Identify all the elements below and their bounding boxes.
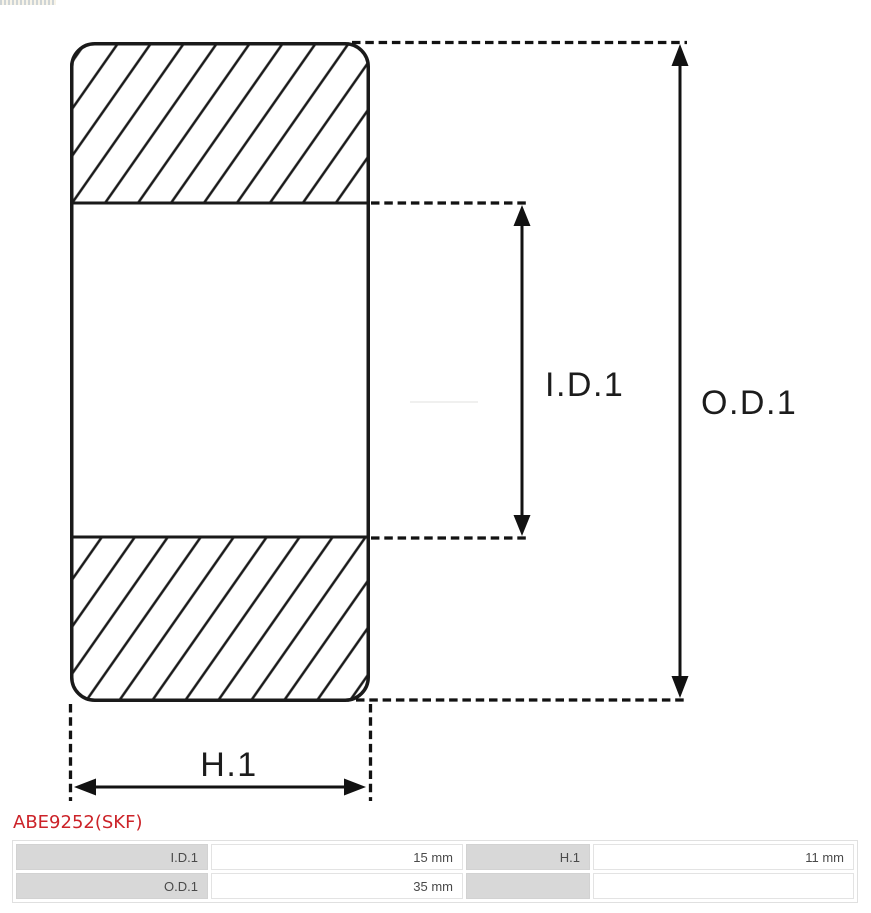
spec-label-id1: I.D.1 [16,844,208,870]
h-dimension-label: H.1 [200,746,258,784]
id-dimension-label: I.D.1 [545,366,625,404]
part-number-link[interactable]: ABE9252(SKF) [13,812,143,833]
spec-row-2 [16,873,854,899]
spec-value-id1: 15 mm [211,844,463,870]
od-dimension-arrow [672,44,689,698]
spec-value-od1: 35 mm [211,873,463,899]
outer-race-top-hatch [70,42,370,203]
od-dimension-label: O.D.1 [701,384,798,422]
outer-race-bottom-hatch [70,536,370,702]
id-dimension-arrow [514,205,531,536]
spec-label-od1: O.D.1 [16,873,208,899]
spec-row-1 [16,844,854,870]
bearing-body [70,42,370,702]
spec-label-empty [466,873,590,899]
spec-value-empty [593,873,854,899]
spec-table [12,840,858,903]
spec-value-h1: 11 mm [593,844,854,870]
spec-label-h1: H.1 [466,844,590,870]
